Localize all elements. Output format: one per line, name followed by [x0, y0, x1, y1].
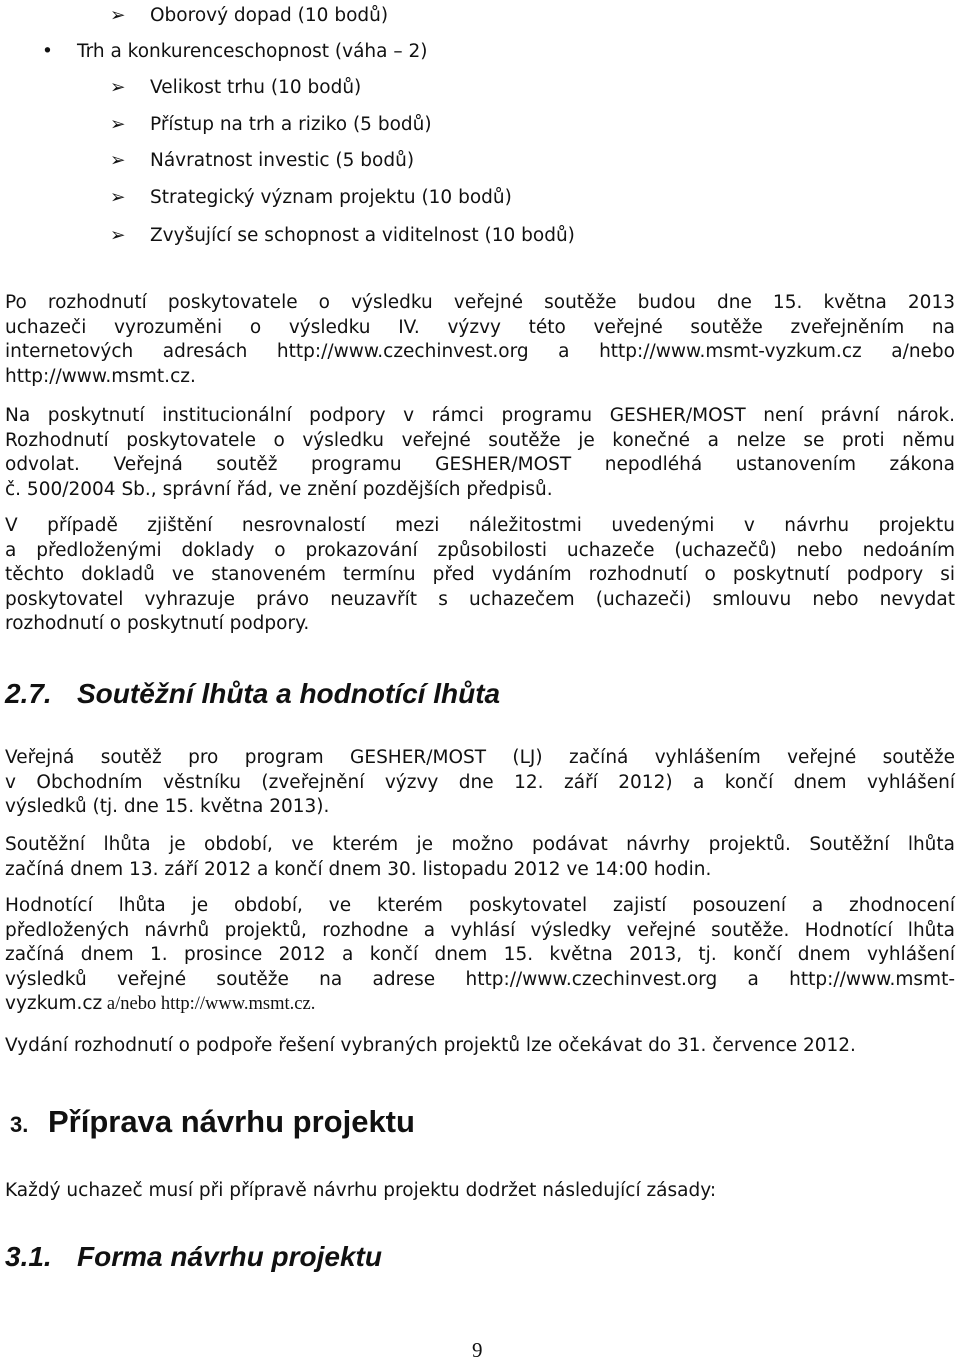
arrow-bullet-icon: ➢: [110, 77, 126, 98]
list-item: ➢ Návratnost investic (5 bodů): [110, 150, 415, 171]
list-item: ➢ Strategický význam projektu (10 bodů): [110, 187, 512, 208]
arrow-bullet-icon: ➢: [110, 225, 126, 246]
paragraph-announcement: Po rozhodnutí poskytovatele o výsledku veřejné soutěže budou dne 15. května 2013 uchazeči vyrozuměni o výsledku IV. výzvy této veřejné soutěže zveřejněním na internetových adresách http://www.czechinvest.org a http://www.msmt-vyzkum.cz a/nebo http://www.msmt.cz.: [5, 292, 955, 387]
paragraph-legal: Na poskytnutí institucionální podpory v rámci programu GESHER/MOST není právní nárok. Rozhodnutí poskytovatele o výsledku veřejné soutěže je konečné a nelze se proti němu odvolat. Veřejná soutěž programu GESHER/MOST nepodléhá ustanovením zákona č. 500/2004 Sb., správní řád, ve znění pozdějších předpisů.: [5, 405, 955, 500]
section-heading-3: 3. Příprava návrhu projektu: [10, 1104, 415, 1139]
arrow-bullet-icon: ➢: [110, 150, 126, 171]
list-item: ➢ Přístup na trh a riziko (5 bodů): [110, 114, 432, 135]
section-heading-3-1: 3.1. Forma návrhu projektu: [5, 1241, 382, 1272]
list-item: ➢ Zvyšující se schopnost a viditelnost (10 bodů): [110, 225, 575, 246]
bullet-icon: •: [42, 41, 53, 62]
page-number: 9: [472, 1338, 483, 1362]
arrow-bullet-icon: ➢: [110, 187, 126, 208]
arrow-bullet-icon: ➢: [110, 114, 126, 135]
paragraph-competition-period: Soutěžní lhůta je období, ve kterém je možno podávat návrhy projektů. Soutěžní lhůta začíná dnem 13. září 2012 a končí dnem 30. listopadu 2012 ve 14:00 hodin.: [5, 834, 955, 880]
paragraph-competition-start: Veřejná soutěž pro program GESHER/MOST (LJ) začíná vyhlášením veřejné soutěže v Obchodním věstníku (zveřejnění výzvy dne 12. září 2012) a končí dnem vyhlášení výsledků (tj. dne 15. května 2013).: [5, 747, 955, 817]
section-heading-2-7: 2.7. Soutěžní lhůta a hodnotící lhůta: [5, 678, 501, 709]
list-item: • Trh a konkurenceschopnost (váha – 2): [42, 41, 428, 62]
paragraph-discrepancies: V případě zjištění nesrovnalostí mezi náležitostmi uvedenými v návrhu projektu a předloženými doklady o prokazování způsobilosti uchazeče (uchazečů) nebo nedoáním těchto dokladů ve stanoveném termínu před vydáním rozhodnutí o poskytnutí podpory si poskytovatel vyhrazuje právo neuzavřít s uchazečem (uchazeči) smlouvu nebo nevydat rozhodnutí o poskytnutí podpory.: [5, 515, 955, 634]
list-item: ➢ Oborový dopad (10 bodů): [110, 5, 389, 26]
paragraph-decision-date: Vydání rozhodnutí o podpoře řešení vybraných projektů lze očekávat do 31. července 2012.: [5, 1035, 856, 1056]
arrow-bullet-icon: ➢: [110, 5, 126, 26]
paragraph-principles: Každý uchazeč musí při přípravě návrhu projektu dodržet následující zásady:: [5, 1180, 717, 1201]
list-item: ➢ Velikost trhu (10 bodů): [110, 77, 362, 98]
paragraph-evaluation-period: Hodnotící lhůta je období, ve kterém poskytovatel zajistí posouzení a zhodnocení předložených návrhů projektů, rozhodne a vyhlásí výsledky veřejné soutěže. Hodnotící lhůta začíná dnem 1. prosince 2012 a končí dnem 15. května 2013, tj. končí dnem vyhlášení výsledků veřejné soutěže na adrese http://www.czechinvest.org a http://www.msmt- vyzkum.cz a/nebo http://www.msmt.cz.: [5, 895, 955, 1014]
